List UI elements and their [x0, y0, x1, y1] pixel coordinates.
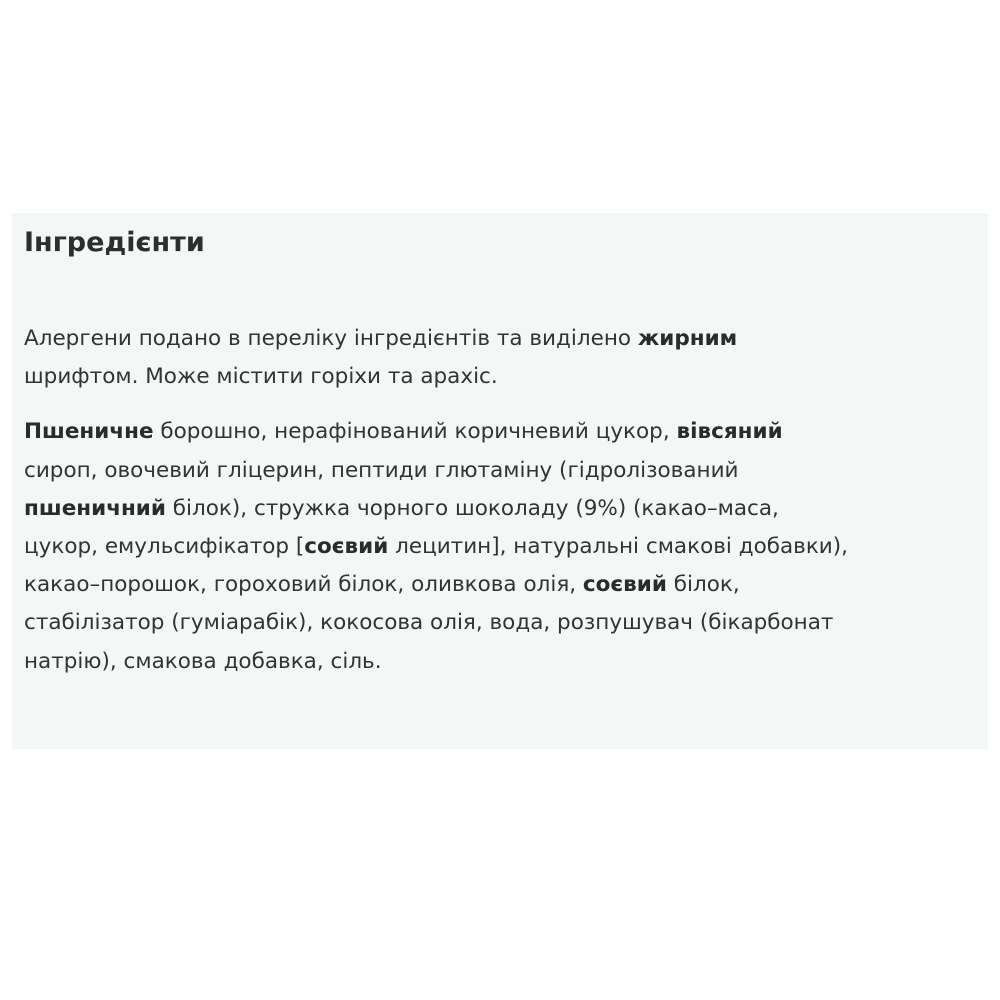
- text-segment: білок), стружка чорного шоколаду (9%) (какао–маса,: [165, 495, 779, 521]
- text-segment: шрифтом. Може містити горіхи та арахіс.: [24, 364, 498, 390]
- text-line: [24, 358, 976, 396]
- ingredients-list: [24, 413, 976, 680]
- text-line: [24, 528, 976, 566]
- text-line: [24, 643, 976, 681]
- text-line: [24, 604, 976, 642]
- text-line: [24, 320, 976, 358]
- text-line: [24, 490, 976, 528]
- text-line: [24, 413, 976, 451]
- text-segment: сироп, овочевий гліцерин, пептиди глютаміну (гідролізований: [24, 457, 739, 483]
- text-segment: стабілізатор (гуміарабік), кокосова олія, вода, розпушувач (бікарбонат: [24, 610, 834, 636]
- allergen-highlight: пшеничний: [24, 495, 166, 521]
- allergen-highlight: Пшеничне: [24, 419, 154, 445]
- allergen-note: [24, 320, 976, 396]
- text-segment: цукор, емульсифікатор [: [24, 534, 305, 560]
- text-line: [24, 566, 976, 604]
- allergen-highlight: жирним: [637, 326, 738, 351]
- allergen-highlight: вівсяний: [676, 419, 783, 445]
- allergen-highlight: соєвий: [582, 572, 667, 598]
- allergen-highlight: соєвий: [304, 534, 389, 560]
- text-segment: Алергени подано в переліку інгредієнтів та виділено: [24, 326, 638, 351]
- section-title: Інгредієнти: [24, 227, 205, 258]
- text-segment: какао–порошок, гороховий білок, оливкова олія,: [24, 572, 583, 598]
- text-segment: білок,: [666, 572, 740, 598]
- text-segment: лецитин], натуральні смакові добавки),: [388, 534, 849, 560]
- ingredients-panel: [12, 213, 988, 749]
- text-segment: борошно, нерафінований коричневий цукор,: [153, 419, 677, 445]
- text-line: [24, 452, 976, 490]
- text-segment: натрію), смакова добавка, сіль.: [24, 648, 382, 674]
